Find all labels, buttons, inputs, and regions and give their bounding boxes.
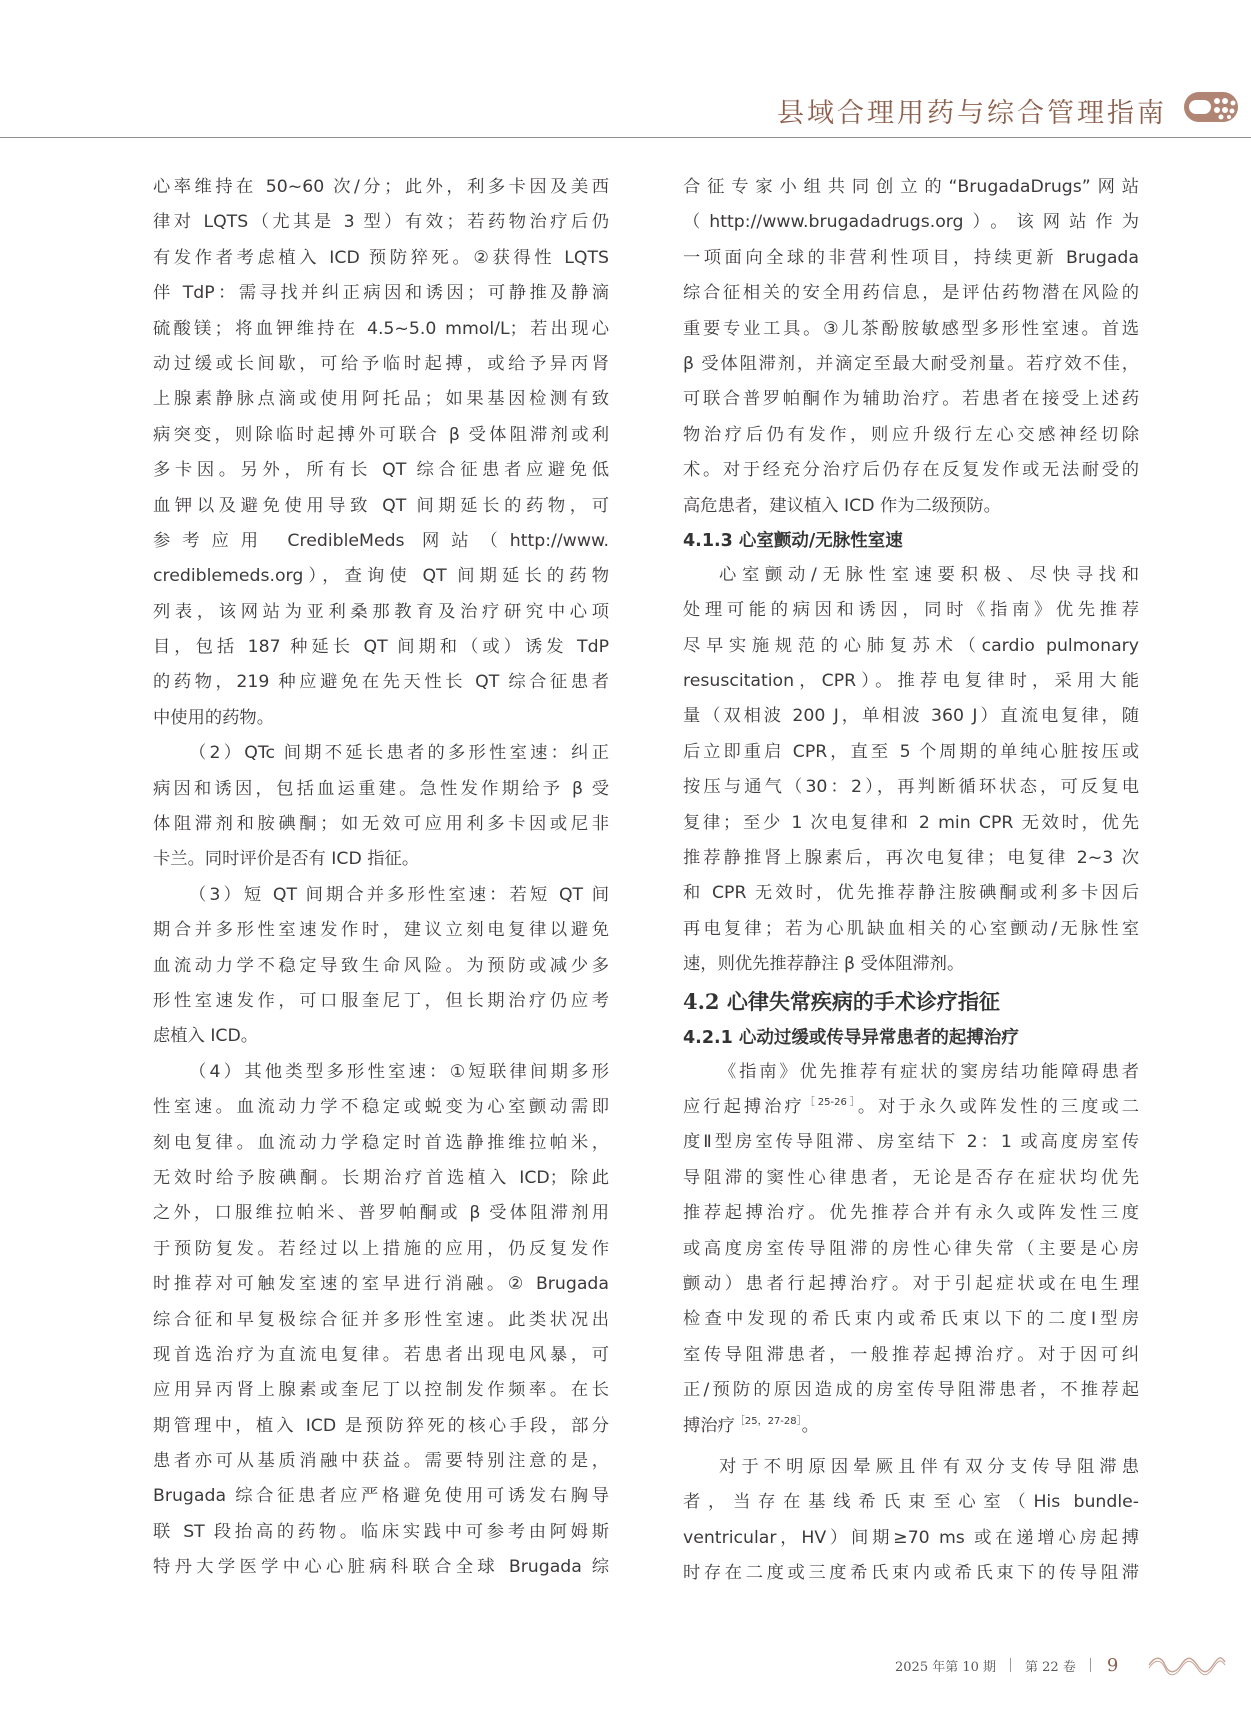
text-line: 推荐静推肾上腺素后，再次电复律；电复律 2~3 次 — [683, 848, 1139, 869]
text-line: （2）QTc 间期不延长患者的多形性室速：纠正 — [189, 743, 609, 764]
left-column — [153, 170, 609, 1586]
text-line: 有发作者考虑植入 ICD 预防猝死。②获得性 LQTS — [153, 247, 609, 268]
footer-divider — [1010, 1658, 1011, 1672]
text-line: 室传导阻滞患者，一般推荐起搏治疗。对于因可纠 — [683, 1344, 1139, 1365]
text-line: 时存在二度或三度希氏束内或希氏束下的传导阻滞 — [683, 1563, 1139, 1584]
paragraph-short-qt — [153, 878, 609, 1055]
text-line: 于预防复发。若经过以上措施的应用，仍反复发作 — [153, 1238, 609, 1259]
text-line: 合征专家小组共同创立的“BrugadaDrugs”网站 — [683, 177, 1139, 197]
text-line: 患者亦可从基质消融中获益。需要特别注意的是， — [153, 1451, 609, 1472]
text-line: 性室速。血流动力学不稳定或蜕变为心室颤动需即 — [153, 1097, 609, 1118]
text-line: 血钾以及避免使用导致 QT 间期延长的药物，可 — [153, 495, 609, 516]
text-line: 期管理中，植入 ICD 是预防猝死的核心手段，部分 — [153, 1415, 609, 1436]
text-line: 特丹大学医学中心心脏病科联合全球 Brugada 综 — [153, 1557, 609, 1578]
text-line: 血流动力学不稳定导致生命风险。为预防或减少多 — [153, 955, 609, 976]
text-line: 尽早实施规范的心肺复苏术（cardio pulmonary — [683, 635, 1139, 656]
text-line: 物治疗后仍有发作，则应升级行左心交感神经切除 — [683, 424, 1139, 445]
volume-label: 第 22 卷 — [1025, 1659, 1076, 1675]
text-line: crediblemeds.org），查询使 QT 间期延长的药物 — [153, 566, 609, 587]
paragraph-brugada-drugs — [683, 170, 1139, 524]
text-line: ventricular，HV）间期≥70 ms 或在递增心房起搏 — [683, 1527, 1139, 1548]
text-line: （4）其他类型多形性室速：①短联律间期多形 — [189, 1061, 609, 1082]
text-line: 和 CPR 无效时，优先推荐静注胺碘酮或利多卡因后 — [683, 883, 1139, 904]
text-line: 对于不明原因晕厥且伴有双分支传导阻滞患 — [719, 1456, 1139, 1477]
text-line: 参考应用 CredibleMeds 网站（http://www. — [153, 530, 609, 551]
paragraph-other-polymorphic-vt — [153, 1055, 609, 1586]
text-line: （http://www.brugadadrugs.org）。该网站作为 — [683, 212, 1139, 233]
text-line: 推荐起搏治疗。优先推荐合并有永久或阵发性三度 — [683, 1203, 1139, 1224]
text-line: 再电复律；若为心肌缺血相关的心室颤动/无脉性室 — [683, 918, 1139, 939]
text-line: 度Ⅱ型房室传导阻滞、房室结下 2：1 或高度房室传 — [683, 1132, 1139, 1153]
text-line: 按压与通气（30：2），再判断循环状态，可反复电 — [683, 777, 1139, 798]
text-span: 。对于永久或阵发性的三度或二 — [857, 1096, 1139, 1117]
section-heading-4-2-1: 4.2.1 心动过缓或传导异常患者的起搏治疗 — [683, 1027, 1019, 1048]
text-line: 量（双相波 200 J，单相波 360 J）直流电复律，随 — [683, 706, 1139, 727]
text-span: 应行起搏治疗 — [683, 1096, 805, 1117]
text-line: 时推荐对可触发室速的室早进行消融。② Brugada — [153, 1274, 609, 1295]
text-line-with-citation — [683, 1090, 1139, 1125]
text-line: 者，当存在基线希氏束至心室（His bundle- — [683, 1492, 1139, 1513]
text-line: （3）短 QT 间期合并多形性室速：若短 QT 间 — [189, 884, 609, 905]
text-line: 无效时给予胺碘酮。长期治疗首选植入 ICD；除此 — [153, 1167, 609, 1188]
text-line: 综合征和早复极综合征并多形性室速。此类状况出 — [153, 1309, 609, 1330]
text-line: 上腺素静脉点滴或使用阿托品；如果基因检测有致 — [153, 389, 609, 410]
paragraph-vf — [683, 558, 1139, 983]
text-line-with-citation — [683, 1409, 1139, 1444]
text-line: 处理可能的病因和诱因，同时《指南》优先推荐 — [683, 600, 1139, 621]
text-line: 后立即重启 CPR，直至 5 个周期的单纯心脏按压或 — [683, 741, 1139, 762]
citation: ［25-26］ — [804, 1096, 858, 1108]
text-line: β 受体阻滞剂，并滴定至最大耐受剂量。若疗效不佳， — [683, 353, 1139, 374]
text-line: 期合并多形性室速发作时，建议立刻电复律以避免 — [153, 920, 609, 941]
text-line: 虑植入 ICD。 — [153, 1026, 259, 1047]
text-line: 重要专业工具。③儿茶酚胺敏感型多形性室速。首选 — [683, 318, 1139, 339]
text-span: 搏治疗 — [683, 1415, 735, 1436]
text-line: 刻电复律。血流动力学稳定时首选静推维拉帕米， — [153, 1132, 609, 1153]
text-line: 《指南》优先推荐有症状的窦房结功能障碍患者 — [719, 1061, 1139, 1082]
text-line: 形性室速发作，可口服奎尼丁，但长期治疗仍应考 — [153, 990, 609, 1011]
text-line: 硫酸镁；将血钾维持在 4.5~5.0 mmol/L；若出现心 — [153, 318, 609, 339]
citation: ［25，27-28］ — [734, 1415, 802, 1427]
text-line: 高危患者，建议植入 ICD 作为二级预防。 — [683, 495, 1001, 516]
text-line: 目，包括 187 种延长 QT 间期和（或）诱发 TdP — [153, 637, 609, 658]
paragraph-syncope — [683, 1450, 1139, 1592]
footer-divider — [1090, 1658, 1091, 1672]
text-line: 心室颤动/无脉性室速要积极、尽快寻找和 — [719, 564, 1139, 585]
journal-logo-icon — [1183, 90, 1239, 124]
text-line: 多卡因。另外，所有长 QT 综合征患者应避免低 — [153, 460, 609, 481]
text-line: 应用异丙肾上腺素或奎尼丁以控制发作频率。在长 — [153, 1380, 609, 1401]
issue-label: 2025 年第 10 期 — [895, 1659, 997, 1675]
text-line: 病因和诱因，包括血运重建。急性发作期给予 β 受 — [153, 778, 609, 799]
text-line: 中使用的药物。 — [153, 707, 274, 728]
text-line: 律对 LQTS（尤其是 3 型）有效；若药物治疗后仍 — [153, 212, 609, 233]
text-line: 伴 TdP：需寻找并纠正病因和诱因；可静推及静滴 — [153, 283, 609, 304]
text-line: 之外，口服维拉帕米、普罗帕酮或 β 受体阻滞剂用 — [153, 1203, 609, 1224]
paragraph-pacing — [683, 1055, 1139, 1444]
text-line: 术。对于经充分治疗后仍存在反复发作或无法耐受的 — [683, 460, 1139, 481]
text-line: 综合征相关的安全用药信息，是评估药物潜在风险的 — [683, 283, 1139, 304]
text-line: 现首选治疗为直流电复律。若患者出现电风暴，可 — [153, 1344, 609, 1365]
text-line: 联 ST 段抬高的药物。临床实践中可参考由阿姆斯 — [153, 1521, 609, 1542]
text-line: 复律；至少 1 次电复律和 2 min CPR 无效时，优先 — [683, 812, 1139, 833]
decorative-wave-icon — [1147, 1654, 1227, 1676]
page-footer — [895, 1653, 1118, 1677]
text-line: resuscitation，CPR）。推荐电复律时，采用大能 — [683, 671, 1139, 692]
text-line: 速，则优先推荐静注 β 受体阻滞剂。 — [683, 954, 965, 975]
text-line: 列表，该网站为亚利桑那教育及治疗研究中心项 — [153, 601, 609, 622]
page-number: 9 — [1106, 1654, 1119, 1676]
text-line: 或高度房室传导阻滞的房性心律失常（主要是心房 — [683, 1238, 1139, 1259]
section-heading-4-1-3: 4.1.3 心室颤动/无脉性室速 — [683, 530, 903, 551]
text-line: 导阻滞的窦性心律患者，无论是否存在症状均优先 — [683, 1167, 1139, 1188]
text-line: 一项面向全球的非营利性项目，持续更新 Brugada — [683, 247, 1139, 268]
text-line: 卡兰。同时评价是否有 ICD 指征。 — [153, 849, 420, 870]
text-line: 的药物，219 种应避免在先天性长 QT 综合征患者 — [153, 672, 609, 693]
text-line: 颤动）患者行起搏治疗。对于引起症状或在电生理 — [683, 1273, 1139, 1294]
right-column — [683, 170, 1139, 1591]
text-line: 可联合普罗帕酮作为辅助治疗。若患者在接受上述药 — [683, 389, 1139, 410]
running-header-title: 县域合理用药与综合管理指南 — [777, 98, 1167, 129]
text-span: 。 — [801, 1415, 819, 1436]
header-divider — [0, 137, 1251, 138]
section-heading-4-2: 4.2 心律失常疾病的手术诊疗指征 — [683, 988, 1000, 1014]
paragraph-lqts-continued — [153, 170, 609, 736]
text-line: 动过缓或长间歇，可给予临时起搏，或给予异丙肾 — [153, 353, 609, 374]
paragraph-qtc-normal — [153, 736, 609, 878]
text-line: 病突变，则除临时起搏外可联合 β 受体阻滞剂或利 — [153, 424, 609, 445]
text-line: Brugada 综合征患者应严格避免使用可诱发右胸导 — [153, 1486, 609, 1507]
text-line: 正/预防的原因造成的房室传导阻滞患者，不推荐起 — [683, 1380, 1139, 1401]
text-line: 心率维持在 50~60 次/分；此外，利多卡因及美西 — [153, 177, 609, 197]
text-line: 检查中发现的希氏束内或希氏束以下的二度Ⅰ型房 — [683, 1309, 1139, 1330]
text-line: 体阻滞剂和胺碘酮；如无效可应用利多卡因或尼非 — [153, 814, 609, 835]
